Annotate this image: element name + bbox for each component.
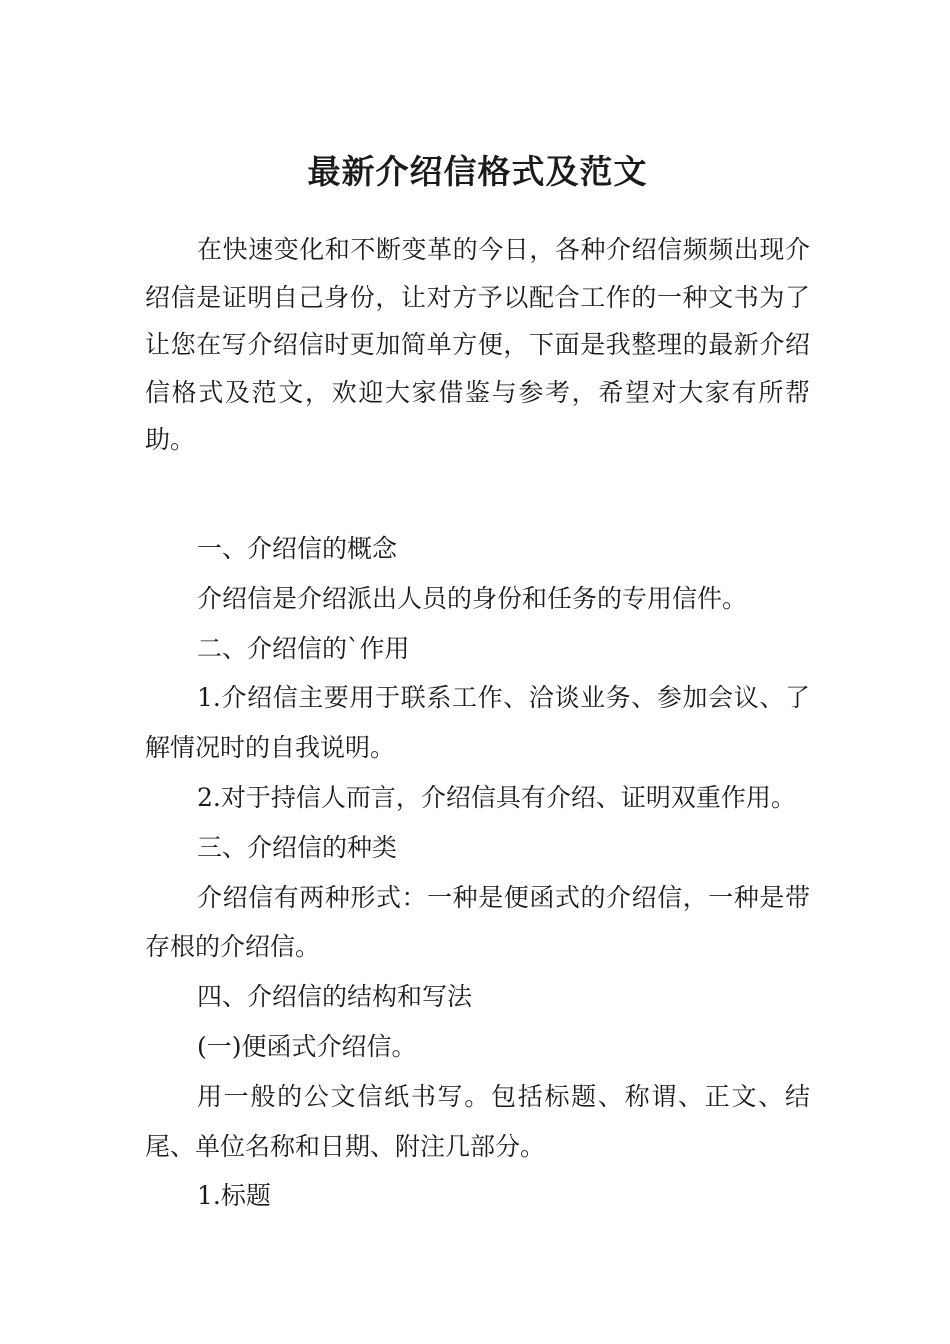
document-body [145,524,810,1221]
paragraph-function-1: 1.介绍信主要用于联系工作、洽谈业务、参加会议、了解情况时的自我说明。 [145,683,810,763]
paragraph-types: 介绍信有两种形式：一种是便函式的介绍信，一种是带存根的介绍信。 [145,882,810,962]
section-heading-function: 二、介绍信的`作用 [197,633,410,663]
subsection-heading-memo: (一)便函式介绍信。 [197,1031,417,1061]
paragraph-function-2: 2.对于持信人而言，介绍信具有介绍、证明双重作用。 [197,782,796,812]
section-heading-types: 三、介绍信的种类 [197,832,398,862]
paragraph-concept: 介绍信是介绍派出人员的身份和任务的专用信件。 [197,583,748,613]
paragraph-memo: 用一般的公文信纸书写。包括标题、称谓、正文、结尾、单位名称和日期、附注几部分。 [145,1081,810,1161]
item-heading-title: 1.标题 [197,1181,271,1211]
section-heading-concept: 一、介绍信的概念 [197,534,398,563]
intro-paragraph: 在快速变化和不断变革的今日，各种介绍信频频出现介绍信是证明自己身份，让对方予以配合工作的一种文书为了让您在写介绍信时更加简单方便，下面是我整理的最新介绍信格式及范文，欢迎大家借鉴与参考，希望对大家有所帮助。 [145,235,810,454]
section-heading-structure: 四、介绍信的结构和写法 [197,982,473,1012]
document-title: 最新介绍信格式及范文 [307,152,648,192]
